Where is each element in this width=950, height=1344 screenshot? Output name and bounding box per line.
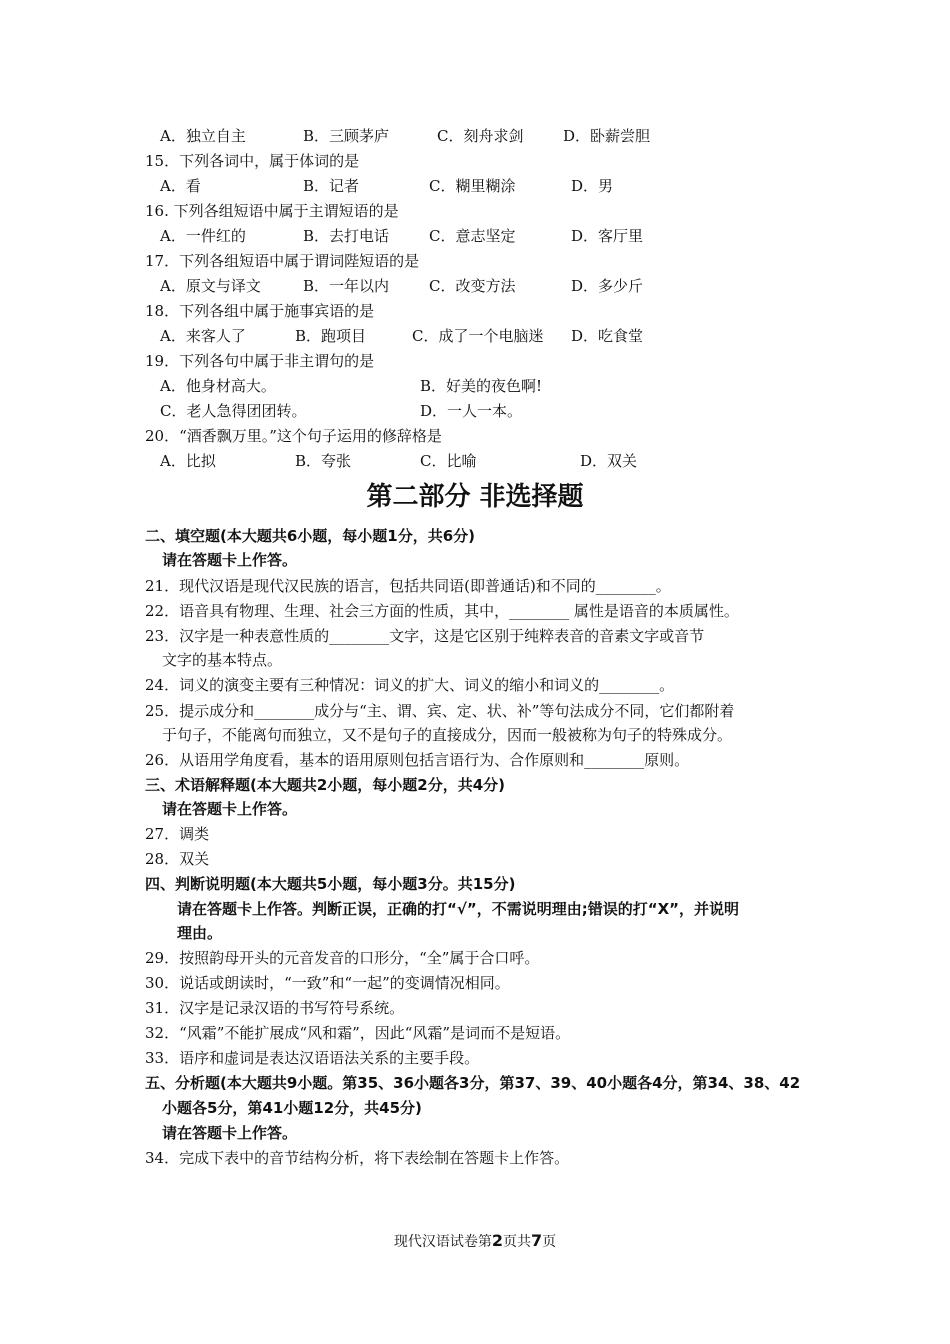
q18-option-a: A．来客人了 [160,327,246,345]
q22: 22．语音具有物理、生理、社会三方面的性质，其中，________ 属性是语音的本质属性。 [145,602,739,620]
section2-heading: 二、填空题(本大题共6小题，每小题1分，共6分) [145,527,476,545]
q16-option-a: A．一件红的 [160,227,246,245]
q25-line2: 于句子，不能离句而独立，又不是句子的直接成分，因而一般被称为句子的特殊成分。 [162,726,733,744]
q16-option-c: C．意志坚定 [429,227,516,245]
q23-line1: 23．汉字是一种表意性质的________文字，这是它区别于纯粹表音的音素文字或音节 [145,627,705,645]
q18-option-b: B．跑项目 [295,327,367,345]
q17-option-c: C．改变方法 [429,277,516,295]
q15-option-d: D．男 [571,177,614,195]
q17-option-d: D．多少斤 [571,277,644,295]
q18-stem: 18．下列各组中属于施事宾语的是 [145,302,375,320]
q32: 32．“风霜”不能扩展成“风和霜”，因此“风霜”是词而不是短语。 [145,1024,571,1042]
q19-option-a: A．他身材高大。 [160,377,276,395]
footer-middle: 页共 [503,1234,531,1250]
section5-heading-line2: 小题各5分，第41小题12分，共45分) [162,1099,422,1117]
section2-note: 请在答题卡上作答。 [162,551,298,569]
q14-option-a: A．独立自主 [160,127,246,145]
section4-heading: 四、判断说明题(本大题共5小题，每小题3分。共15分) [145,875,516,893]
q27: 27．调类 [145,825,210,843]
q20-option-a: A．比拟 [160,452,216,470]
q24: 24．词义的演变主要有三种情况：词义的扩大、词义的缩小和词义的________。 [145,676,675,694]
q18-option-c: C．成了一个电脑迷 [412,327,544,345]
page-footer [0,1231,950,1251]
part-title: 第二部分 非选择题 [366,482,584,512]
q28: 28．双关 [145,850,210,868]
q19-stem: 19．下列各句中属于非主谓句的是 [145,352,375,370]
q26: 26．从语用学角度看，基本的语用原则包括言语行为、合作原则和________原则。 [145,751,690,769]
q15-stem: 15．下列各词中，属于体词的是 [145,152,360,170]
q19-option-d: D．一人一本。 [420,402,523,420]
footer-suffix: 页 [542,1234,557,1250]
q17-option-a: A．原文与译文 [160,277,261,295]
q33: 33．语序和虚词是表达汉语语法关系的主要手段。 [145,1049,480,1067]
q15-option-a: A．看 [160,177,201,195]
q18-option-d: D．吃食堂 [571,327,644,345]
q25-line1: 25．提示成分和________成分与“主、谓、宾、定、状、补”等句法成分不同，它们都附着 [145,702,735,720]
q16-option-b: B．去打电话 [303,227,390,245]
q16-option-d: D．客厅里 [571,227,644,245]
section5-note: 请在答题卡上作答。 [162,1124,298,1142]
q17-option-b: B．一年以内 [303,277,390,295]
q20-stem: 20．“酒香飘万里。”这个句子运用的修辞格是 [145,427,442,445]
q31: 31．汉字是记录汉语的书写符号系统。 [145,999,405,1017]
section3-note: 请在答题卡上作答。 [162,800,298,818]
section3-heading: 三、术语解释题(本大题共2小题，每小题2分，共4分) [145,776,506,794]
footer-total-pages: 7 [531,1231,543,1250]
q23-line2: 文字的基本特点。 [162,651,283,669]
q29: 29．按照韵母开头的元音发音的口形分，“全”属于合口呼。 [145,949,540,967]
q16-stem: 16. 下列各组短语中属于主谓短语的是 [145,202,399,220]
q20-option-d: D．双关 [580,452,638,470]
q20-option-b: B．夸张 [295,452,352,470]
footer-prefix: 现代汉语试卷第 [393,1234,492,1250]
section5-heading-line1: 五、分析题(本大题共9小题。第35、36小题各3分，第37、39、40小题各4分，第34、38、42 [145,1074,801,1092]
q14-option-d: D．卧薪尝胆 [563,127,651,145]
q17-stem: 17．下列各组短语中属于谓词陛短语的是 [145,252,420,270]
q20-option-c: C．比喻 [420,452,477,470]
q19-option-b: B．好美的夜色啊! [420,377,543,395]
q15-option-b: B．记者 [303,177,360,195]
section4-note-line2: 理由。 [177,924,223,942]
q14-option-c: C．刻舟求剑 [437,127,524,145]
q30: 30．说话或朗读时，“一致”和“一起”的变调情况相同。 [145,974,510,992]
q19-option-c: C．老人急得团团转。 [160,402,307,420]
q21: 21．现代汉语是现代汉民族的语言，包括共同语(即普通话)和不同的________。 [145,577,671,595]
section4-note-line1: 请在答题卡上作答。判断正误，正确的打“√”，不需说明理由;错误的打“X”，并说明 [177,900,740,918]
q34: 34．完成下表中的音节结构分析，将下表绘制在答题卡上作答。 [145,1149,570,1167]
footer-page-number: 2 [491,1231,503,1250]
q14-option-b: B．三顾茅庐 [303,127,390,145]
q15-option-c: C．糊里糊涂 [429,177,516,195]
